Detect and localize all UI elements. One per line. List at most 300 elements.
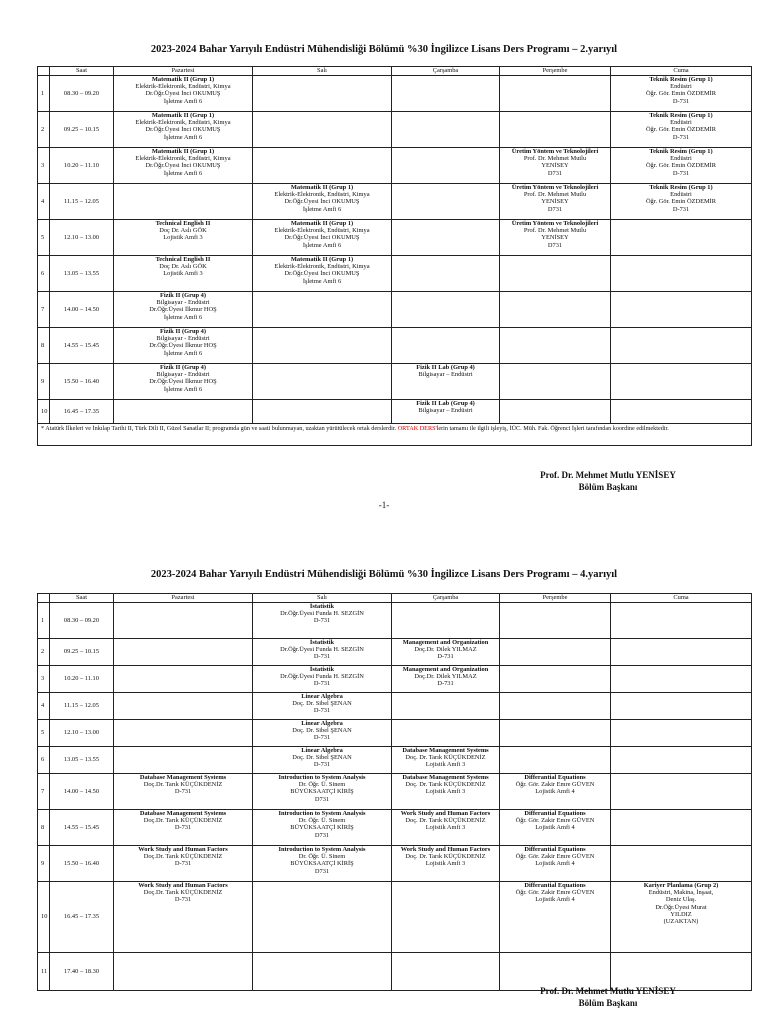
course-detail: Doç. Dr. Sibel ŞENAN: [292, 754, 352, 762]
cell-friday: [611, 810, 752, 846]
time-slot: 14.00 – 14.50: [50, 292, 114, 328]
header-time: Saat: [50, 594, 114, 603]
course-detail: Lojistik Amfi 4: [535, 824, 575, 832]
time-slot: 10.20 – 11.10: [50, 666, 114, 693]
cell-friday: [611, 846, 752, 882]
cell-wednesday: [392, 76, 500, 112]
course-detail: Elektrik-Elektronik, Endüstri, Kimya: [135, 155, 231, 163]
cell-monday: [114, 328, 253, 364]
row-number: 11: [38, 953, 50, 991]
cell-thursday: [500, 256, 611, 292]
course-detail: YENİSEY: [541, 162, 569, 170]
course-name: Matematik II (Grup 1): [151, 76, 215, 83]
schedule-row: [38, 256, 752, 292]
course-detail: D-731: [313, 707, 331, 715]
cell-thursday: [500, 603, 611, 639]
row-number: 7: [38, 292, 50, 328]
course-name: Work Study and Human Factors: [138, 846, 228, 853]
row-number: 10: [38, 400, 50, 424]
course-detail: Doç. Dr. Tarık KÜÇÜKDENİZ: [405, 781, 486, 789]
cell-wednesday: [392, 810, 500, 846]
cell-tuesday: [253, 882, 392, 953]
course-detail: Doç. Dr. Tarık KÜÇÜKDENİZ: [405, 754, 486, 762]
cell-wednesday: [392, 747, 500, 774]
course-detail: Öğr. Gör. Zakir Emre GÜVEN: [515, 781, 595, 789]
course-name: Teknik Resim (Grup 1): [649, 184, 713, 191]
course-detail: D-731: [313, 680, 331, 688]
course-detail: Öğr. Gör. Emin ÖZDEMİR: [645, 90, 717, 98]
cell-friday: [611, 256, 752, 292]
course-detail: Elektrik-Elektronik, Endüstri, Kimya: [274, 227, 370, 235]
header-wednesday: Çarşamba: [392, 67, 500, 76]
course-detail: Dr.Öğr.Üyesi Funda H. SEZGİN: [280, 610, 364, 618]
cell-friday: [611, 666, 752, 693]
cell-friday: [611, 328, 752, 364]
time-slot: 13.05 – 13.55: [50, 747, 114, 774]
course-detail: D-731: [313, 617, 331, 625]
schedule-row: [38, 400, 752, 424]
course-detail: Lojistik Amfi 3: [425, 788, 466, 796]
cell-tuesday: [253, 953, 392, 991]
course-detail: Dr.Öğr.Üyesi İnci OKUMUŞ: [284, 198, 360, 206]
cell-friday: [611, 747, 752, 774]
course-name: Introduction to System Analysis: [278, 810, 366, 817]
course-detail: Doç Dr. Aslı GÖK: [159, 227, 207, 235]
cell-thursday: [500, 328, 611, 364]
header-tuesday: Salı: [253, 67, 392, 76]
schedule-row: [38, 76, 752, 112]
cell-friday: [611, 364, 752, 400]
row-number: 8: [38, 328, 50, 364]
header-row: [38, 67, 752, 76]
course-name: Technical English II: [155, 256, 211, 263]
cell-tuesday: [253, 693, 392, 720]
course-detail: D731: [314, 867, 330, 875]
cell-tuesday: [253, 364, 392, 400]
cell-tuesday: [253, 639, 392, 666]
cell-monday: [114, 774, 253, 810]
time-slot: 15.50 – 16.40: [50, 364, 114, 400]
schedule-row: [38, 882, 752, 953]
cell-wednesday: [392, 720, 500, 747]
page-number: -1-: [378, 500, 390, 510]
time-slot: 12.10 – 13.00: [50, 220, 114, 256]
course-detail: Doç. Dr. Sibel ŞENAN: [292, 700, 352, 708]
course-detail: D-731: [174, 860, 192, 868]
course-detail: Bilgisayar - Endüstri: [156, 299, 210, 307]
cell-tuesday: [253, 112, 392, 148]
course-name: Fizik II (Grup 4): [160, 328, 206, 335]
course-detail: Dr.Öğr.Üyesi İlkmur HOŞ: [149, 306, 217, 314]
cell-thursday: [500, 76, 611, 112]
row-number: 3: [38, 666, 50, 693]
header-friday: Cuma: [611, 67, 752, 76]
course-name: Üretim Yöntem ve Teknolojileri: [511, 220, 599, 227]
cell-tuesday: [253, 184, 392, 220]
course-name: Differantial Equations: [524, 846, 586, 853]
course-detail: Doç.Dr. Dilek YILMAZ: [414, 673, 477, 681]
course-detail: YENİSEY: [541, 198, 569, 206]
cell-tuesday: [253, 810, 392, 846]
footnote-row: [38, 424, 752, 446]
cell-tuesday: [253, 148, 392, 184]
cell-monday: [114, 76, 253, 112]
schedule-row: [38, 846, 752, 882]
schedule-table-4th-semester: [37, 593, 752, 991]
time-slot: 14.55 – 15.45: [50, 810, 114, 846]
signature-block-2: [508, 985, 708, 1009]
course-name: İstatistik: [309, 603, 335, 610]
cell-friday: [611, 76, 752, 112]
course-detail: Deniz Ulaş.: [665, 896, 697, 904]
course-detail: D-731: [174, 824, 192, 832]
course-detail: Dr.Öğr.Üyesi İnci OKUMUŞ: [284, 234, 360, 242]
course-detail: Endüstri: [670, 119, 692, 127]
course-detail: İşletme Amfi 6: [302, 277, 342, 285]
cell-tuesday: [253, 747, 392, 774]
cell-wednesday: [392, 328, 500, 364]
cell-tuesday: [253, 603, 392, 639]
time-slot: 08.30 – 09.20: [50, 76, 114, 112]
cell-tuesday: [253, 666, 392, 693]
course-detail: Lojistik Amfi 3: [425, 860, 466, 868]
course-detail: Bilgisayar – Endüstri: [418, 371, 473, 379]
cell-thursday: [500, 846, 611, 882]
course-detail: BÜYÜKSAATÇİ KİRİŞ: [290, 860, 354, 868]
course-detail: Lojistik Amfi 3: [163, 270, 203, 278]
footnote-text: * Atatürk İlkeleri ve İnkılap Tarihi II, Türk Dili II, Güzel Sanatlar II; programda gün ve saati bulunmayan, uzaktan yürütülecek ortak derslerdir.: [41, 425, 397, 432]
cell-friday: [611, 400, 752, 424]
row-number: 1: [38, 76, 50, 112]
course-detail: Dr. Öğr. Ü. Sinem: [298, 853, 346, 861]
cell-monday: [114, 364, 253, 400]
course-detail: İşletme Amfi 6: [163, 169, 203, 177]
schedule-table-2nd-semester: [37, 66, 752, 446]
schedule-row: [38, 639, 752, 666]
course-detail: Lojistik Amfi 3: [425, 824, 466, 832]
course-detail: Doç.Dr. Dilek YILMAZ: [414, 646, 477, 654]
cell-wednesday: [392, 882, 500, 953]
cell-monday: [114, 400, 253, 424]
cell-thursday: [500, 882, 611, 953]
course-name: Teknik Resim (Grup 1): [649, 76, 713, 83]
course-detail: D-731: [672, 97, 690, 105]
course-detail: Elektrik-Elektronik, Endüstri, Kimya: [274, 263, 370, 271]
cell-thursday: [500, 774, 611, 810]
schedule-row: [38, 693, 752, 720]
cell-tuesday: [253, 256, 392, 292]
course-detail: Prof. Dr. Mehmet Mutlu: [523, 155, 587, 163]
course-detail: Lojistik Amfi 3: [425, 761, 466, 769]
course-detail: Dr.Öğr.Üyesi Funda H. SEZGİN: [280, 673, 364, 681]
course-detail: D-731: [313, 734, 331, 742]
course-name: Fizik II (Grup 4): [160, 292, 206, 299]
course-detail: D731: [547, 241, 563, 249]
row-number: 5: [38, 720, 50, 747]
course-detail: İşletme Amfi 6: [163, 385, 203, 393]
footnote-text-end: 'lerin tamamı ile ilgili işleyiş, İÜC. Müh. Fak. Öğrenci İşleri tarafından koordine edilmektedir.: [435, 425, 669, 432]
course-name: Matematik II (Grup 1): [290, 256, 354, 263]
header-thursday: Perşembe: [500, 67, 611, 76]
cell-friday: [611, 639, 752, 666]
header-no: [38, 67, 50, 76]
course-detail: D731: [547, 169, 563, 177]
course-detail: Doç. Dr. Tarık KÜÇÜKDENİZ: [405, 853, 486, 861]
course-detail: D-731: [174, 896, 192, 904]
cell-monday: [114, 846, 253, 882]
course-detail: Dr.Öğr.Üyesi Murat: [655, 903, 707, 911]
course-name: Matematik II (Grup 1): [151, 148, 215, 155]
course-detail: Elektrik-Elektronik, Endüstri, Kimya: [274, 191, 370, 199]
cell-tuesday: [253, 400, 392, 424]
schedule-row: [38, 112, 752, 148]
cell-tuesday: [253, 846, 392, 882]
cell-monday: [114, 112, 253, 148]
cell-wednesday: [392, 292, 500, 328]
course-name: Matematik II (Grup 1): [151, 112, 215, 119]
course-detail: Lojistik Amfi 4: [535, 788, 575, 796]
cell-wednesday: [392, 256, 500, 292]
course-detail: Endüstri, Makina, İnşaat,: [648, 889, 714, 897]
footnote-highlight: ORTAK DERS: [397, 425, 436, 432]
course-detail: D731: [547, 205, 563, 213]
course-detail: Doç. Dr. Tarık KÜÇÜKDENİZ: [405, 817, 486, 825]
course-detail: Doç.Dr. Tarık KÜÇÜKDENİZ: [143, 781, 223, 789]
course-detail: Dr.Öğr.Üyesi İlkmur HOŞ: [149, 342, 217, 350]
cell-wednesday: [392, 603, 500, 639]
cell-monday: [114, 256, 253, 292]
course-detail: Dr. Öğr. Ü. Sinem: [298, 781, 346, 789]
course-name: Technical English II: [155, 220, 211, 227]
course-detail: Doç. Dr. Sibel ŞENAN: [292, 727, 352, 735]
cell-monday: [114, 693, 253, 720]
course-detail: BÜYÜKSAATÇİ KİRİŞ: [290, 788, 354, 796]
course-name: Differantial Equations: [524, 774, 586, 781]
schedule-row: [38, 810, 752, 846]
cell-monday: [114, 639, 253, 666]
cell-thursday: [500, 148, 611, 184]
cell-monday: [114, 184, 253, 220]
header-wednesday: Çarşamba: [392, 594, 500, 603]
cell-friday: [611, 882, 752, 953]
course-name: Work Study and Human Factors: [138, 882, 228, 889]
cell-thursday: [500, 639, 611, 666]
course-detail: Doç.Dr. Tarık KÜÇÜKDENİZ: [143, 853, 223, 861]
course-detail: Dr.Öğr.Üyesi İnci OKUMUŞ: [145, 90, 221, 98]
course-detail: YILDIZ: [670, 910, 692, 918]
course-name: Introduction to System Analysis: [278, 846, 366, 853]
course-name: Differantial Equations: [524, 882, 586, 889]
schedule-row: [38, 148, 752, 184]
course-detail: Dr.Öğr.Üyesi İnci OKUMUŞ: [145, 162, 221, 170]
cell-tuesday: [253, 720, 392, 747]
time-slot: 12.10 – 13.00: [50, 720, 114, 747]
header-monday: Pazartesi: [114, 67, 253, 76]
row-number: 3: [38, 148, 50, 184]
header-time: Saat: [50, 67, 114, 76]
cell-monday: [114, 220, 253, 256]
cell-thursday: [500, 747, 611, 774]
time-slot: 09.25 – 10.15: [50, 639, 114, 666]
row-number: 1: [38, 603, 50, 639]
course-detail: İşletme Amfi 6: [163, 349, 203, 357]
cell-wednesday: [392, 184, 500, 220]
schedule-row: [38, 328, 752, 364]
course-name: Linear Algebra: [301, 747, 343, 754]
course-detail: D-731: [313, 761, 331, 769]
cell-thursday: [500, 666, 611, 693]
schedule-row: [38, 184, 752, 220]
course-detail: Dr.Öğr.Üyesi İlkmur HOŞ: [149, 378, 217, 386]
time-slot: 14.55 – 15.45: [50, 328, 114, 364]
row-number: 8: [38, 810, 50, 846]
row-number: 4: [38, 184, 50, 220]
signature-name: Prof. Dr. Mehmet Mutlu YENİSEY: [540, 470, 676, 480]
signature-block-1: [508, 469, 708, 493]
course-detail: İşletme Amfi 6: [163, 133, 203, 141]
course-detail: Endüstri: [670, 155, 692, 163]
course-detail: Bilgisayar - Endüstri: [156, 371, 210, 379]
course-name: Management and Organization: [402, 666, 489, 673]
cell-monday: [114, 720, 253, 747]
course-name: Fizik II Lab (Grup 4): [416, 364, 475, 371]
cell-wednesday: [392, 112, 500, 148]
course-name: İstatistik: [309, 666, 335, 673]
course-name: Matematik II (Grup 1): [290, 184, 354, 191]
course-detail: D731: [314, 831, 330, 839]
cell-monday: [114, 953, 253, 991]
course-name: İstatistik: [309, 639, 335, 646]
course-name: Teknik Resim (Grup 1): [649, 112, 713, 119]
course-detail: Bilgisayar - Endüstri: [156, 335, 210, 343]
footnote: [38, 424, 752, 446]
cell-wednesday: [392, 220, 500, 256]
signature-role: Bölüm Başkanı: [578, 998, 638, 1008]
schedule-row: [38, 774, 752, 810]
course-name: Database Management Systems: [139, 774, 227, 781]
course-detail: D-731: [174, 788, 192, 796]
cell-wednesday: [392, 846, 500, 882]
cell-wednesday: [392, 148, 500, 184]
time-slot: 08.30 – 09.20: [50, 603, 114, 639]
course-detail: Lojistik Amfi 4: [535, 896, 575, 904]
time-slot: 15.50 – 16.40: [50, 846, 114, 882]
row-number: 9: [38, 364, 50, 400]
cell-thursday: [500, 112, 611, 148]
course-name: Kariyer Planlama (Grup 2): [643, 882, 719, 889]
course-detail: Doç Dr. Aslı GÖK: [159, 263, 207, 271]
course-detail: D-731: [672, 169, 690, 177]
course-detail: Bilgisayar – Endüstri: [418, 407, 473, 415]
signature-name: Prof. Dr. Mehmet Mutlu YENİSEY: [540, 986, 676, 996]
course-detail: Prof. Dr. Mehmet Mutlu: [523, 227, 587, 235]
cell-monday: [114, 882, 253, 953]
course-detail: Öğr. Gör. Zakir Emre GÜVEN: [515, 853, 595, 861]
signature-role: Bölüm Başkanı: [578, 482, 638, 492]
cell-monday: [114, 148, 253, 184]
cell-friday: [611, 292, 752, 328]
course-name: Work Study and Human Factors: [400, 810, 491, 817]
cell-thursday: [500, 400, 611, 424]
cell-monday: [114, 810, 253, 846]
course-detail: Dr.Öğr.Üyesi Funda H. SEZGİN: [280, 646, 364, 654]
cell-tuesday: [253, 292, 392, 328]
course-detail: D-731: [437, 680, 454, 688]
cell-friday: [611, 112, 752, 148]
schedule-row: [38, 364, 752, 400]
course-name: Teknik Resim (Grup 1): [649, 148, 713, 155]
cell-tuesday: [253, 220, 392, 256]
cell-wednesday: [392, 693, 500, 720]
time-slot: 10.20 – 11.10: [50, 148, 114, 184]
schedule-row: [38, 747, 752, 774]
time-slot: 16.45 – 17.35: [50, 400, 114, 424]
schedule-row: [38, 603, 752, 639]
course-detail: Doç.Dr. Tarık KÜÇÜKDENİZ: [143, 889, 223, 897]
cell-friday: [611, 693, 752, 720]
course-detail: Öğr. Gör. Emin ÖZDEMİR: [645, 198, 717, 206]
schedule-row: [38, 666, 752, 693]
time-slot: 16.45 – 17.35: [50, 882, 114, 953]
course-name: Database Management Systems: [402, 774, 489, 781]
course-detail: Prof. Dr. Mehmet Mutlu: [523, 191, 587, 199]
row-number: 2: [38, 639, 50, 666]
cell-wednesday: [392, 774, 500, 810]
course-detail: İşletme Amfi 6: [163, 97, 203, 105]
header-no: [38, 594, 50, 603]
cell-thursday: [500, 720, 611, 747]
course-detail: Öğr. Gör. Zakir Emre GÜVEN: [515, 889, 595, 897]
course-detail: Lojistik Amfi 4: [535, 860, 575, 868]
course-detail: YENİSEY: [541, 234, 569, 242]
header-friday: Cuma: [611, 594, 752, 603]
row-number: 4: [38, 693, 50, 720]
course-detail: İşletme Amfi 6: [163, 313, 203, 321]
cell-wednesday: [392, 400, 500, 424]
course-name: Fizik II Lab (Grup 4): [416, 400, 475, 407]
cell-friday: [611, 148, 752, 184]
course-detail: D-731: [313, 653, 331, 661]
course-name: Management and Organization: [402, 639, 489, 646]
course-name: Üretim Yöntem ve Teknolojileri: [511, 184, 599, 191]
cell-tuesday: [253, 76, 392, 112]
row-number: 9: [38, 846, 50, 882]
row-number: 6: [38, 256, 50, 292]
time-slot: 11.15 – 12.05: [50, 184, 114, 220]
course-detail: Dr.Öğr.Üyesi İnci OKUMUŞ: [284, 270, 360, 278]
course-detail: Elektrik-Elektronik, Endüstri, Kimya: [135, 119, 231, 127]
header-monday: Pazartesi: [114, 594, 253, 603]
course-detail: Elektrik-Elektronik, Endüstri, Kimya: [135, 83, 231, 91]
time-slot: 09.25 – 10.15: [50, 112, 114, 148]
course-name: Üretim Yöntem ve Teknolojileri: [511, 148, 599, 155]
schedule-row: [38, 220, 752, 256]
cell-wednesday: [392, 639, 500, 666]
row-number: 5: [38, 220, 50, 256]
cell-thursday: [500, 364, 611, 400]
course-detail: BÜYÜKSAATÇİ KİRİŞ: [290, 824, 354, 832]
course-name: Matematik II (Grup 1): [290, 220, 354, 227]
course-detail: Öğr. Gör. Emin ÖZDEMİR: [645, 162, 717, 170]
course-detail: Dr. Öğr. Ü. Sinem: [298, 817, 346, 825]
row-number: 6: [38, 747, 50, 774]
cell-monday: [114, 747, 253, 774]
cell-friday: [611, 720, 752, 747]
course-detail: (UZAKTAN): [663, 918, 699, 926]
row-number: 10: [38, 882, 50, 953]
cell-friday: [611, 774, 752, 810]
page-title-2nd-semester: 2023-2024 Bahar Yarıyılı Endüstri Mühendisliği Bölümü %30 İngilizce Lisans Ders Programı – 2.yarıyıl: [150, 44, 618, 55]
